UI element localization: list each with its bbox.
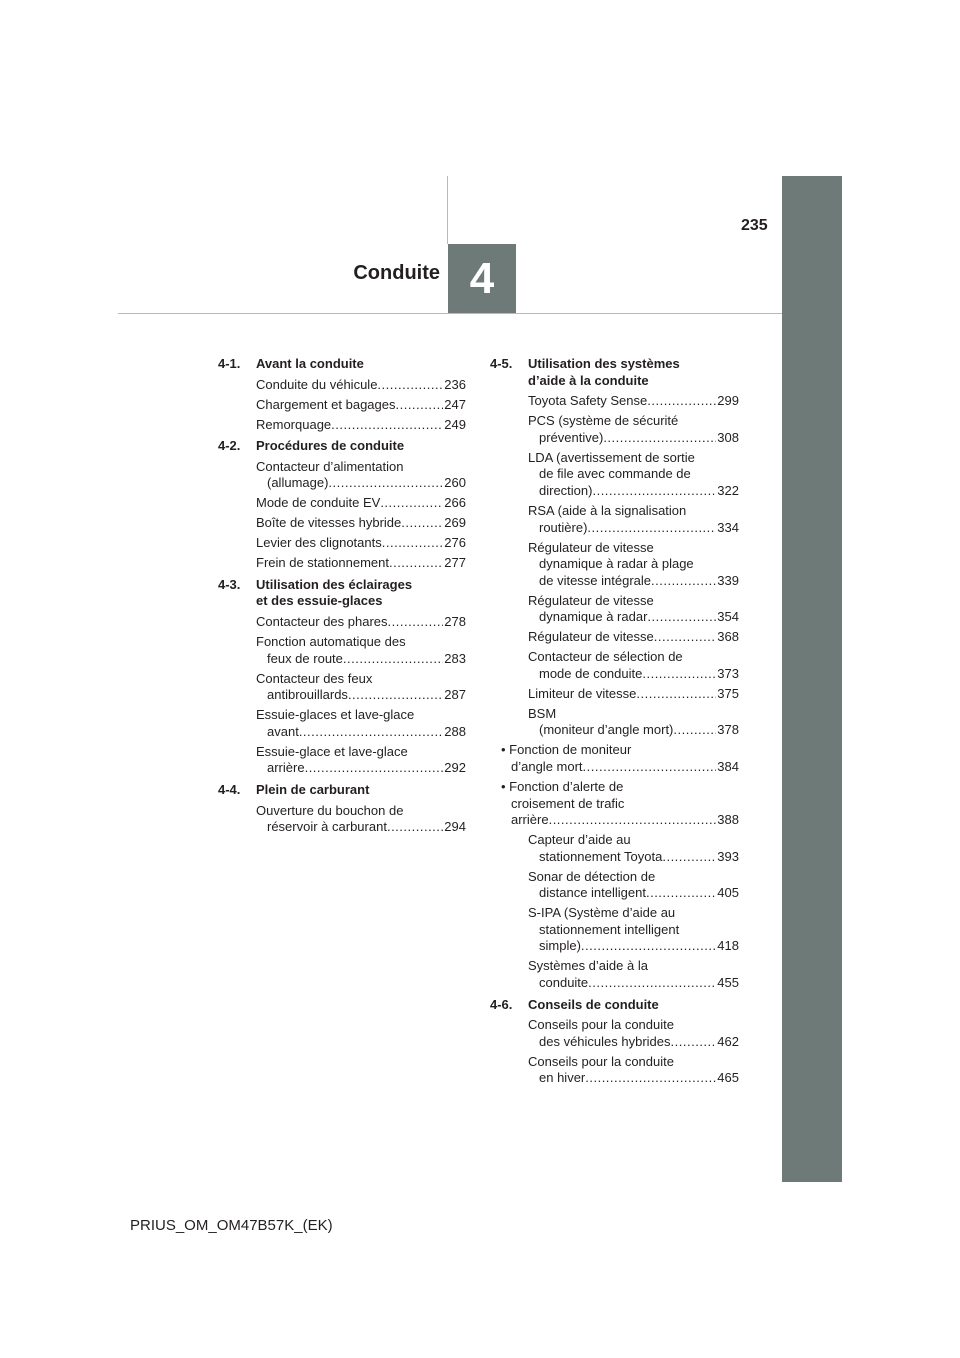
toc-entry-page: 236	[444, 376, 466, 392]
toc-leader-dots	[673, 722, 716, 739]
toc-section-number: 4-5.	[490, 356, 513, 371]
toc-entry-last-line	[539, 1034, 739, 1051]
toc-entry-label: Remorquage	[256, 416, 332, 432]
toc-entry-line: RSA (aide à la signalisation	[528, 502, 687, 518]
toc-entry	[256, 459, 466, 492]
toc-entry-page: 334	[717, 519, 739, 535]
toc-leader-dots	[377, 377, 443, 394]
toc-entry-label: mode de conduite	[539, 665, 643, 681]
toc-entry-label: feux de route	[267, 650, 343, 666]
toc-leader-dots	[592, 483, 716, 500]
toc-section	[218, 356, 466, 433]
toc-section	[218, 577, 466, 777]
toc-section	[218, 438, 466, 572]
toc-entry-label: des véhicules hybrides	[539, 1033, 671, 1049]
toc-entry-page: 278	[444, 614, 466, 630]
toc-entry-label: Levier des clignotants	[256, 535, 382, 551]
toc-section-heading	[218, 782, 466, 799]
toc-entry-page: 393	[717, 848, 739, 864]
toc-entry-page: 462	[717, 1033, 739, 1049]
toc-leader-dots	[647, 393, 716, 410]
toc-entry-text	[501, 779, 739, 829]
toc-entry-page: 249	[444, 416, 466, 432]
toc-entry	[256, 707, 466, 740]
toc-leader-dots	[646, 885, 716, 902]
toc-entry	[528, 832, 739, 865]
toc-entry-last-line	[256, 377, 466, 394]
toc-entry-last-line	[256, 535, 466, 552]
toc-leader-dots	[328, 475, 443, 492]
toc-section-heading	[490, 997, 739, 1014]
toc-entry-line: Systèmes d’aide à la	[528, 958, 648, 974]
toc-section-title-line: Utilisation des éclairages	[256, 576, 413, 592]
toc-leader-dots	[585, 1070, 716, 1087]
toc-entry-last-line	[528, 629, 739, 646]
toc-entry	[256, 555, 466, 572]
toc-entry-label: Mode de conduite EV	[256, 495, 381, 511]
toc-entry-label: arrière	[267, 760, 305, 776]
toc-entry-text	[256, 707, 466, 740]
toc-entry-last-line	[267, 651, 466, 668]
toc-leader-dots	[389, 555, 443, 572]
toc-entry-text	[256, 555, 466, 572]
toc-entry-label: Toyota Safety Sense	[528, 393, 648, 409]
toc-entry-last-line	[539, 975, 739, 992]
toc-entry-last-line	[539, 938, 739, 955]
toc-entry	[528, 905, 739, 955]
toc-entry-label: en hiver	[539, 1070, 586, 1086]
toc-entry-text	[256, 377, 466, 394]
toc-section-heading	[218, 438, 466, 455]
toc-leader-dots	[382, 535, 444, 552]
document-footer: PRIUS_OM_OM47B57K_(EK)	[130, 1217, 333, 1234]
toc-entry	[528, 649, 739, 682]
toc-section-title	[256, 782, 466, 799]
toc-entry-label: conduite	[539, 975, 589, 991]
toc-entry	[528, 593, 739, 626]
toc-section-title-line: Conseils de conduite	[528, 996, 659, 1012]
toc-subentry	[501, 742, 739, 775]
toc-entry-text	[256, 417, 466, 434]
toc-subentry	[501, 779, 739, 829]
toc-entry-last-line	[539, 430, 739, 447]
toc-entry-line: S-IPA (Système d’aide au	[528, 905, 676, 921]
toc-entry-page: 465	[717, 1070, 739, 1086]
toc-entry	[256, 634, 466, 667]
toc-section	[490, 997, 739, 1087]
toc-leader-dots	[387, 819, 443, 836]
toc-entry-last-line	[539, 722, 739, 739]
toc-entry	[528, 503, 739, 536]
toc-entry-last-line	[256, 515, 466, 532]
toc-entry-page: 373	[717, 665, 739, 681]
toc-entry-page: 292	[444, 760, 466, 776]
toc-entry	[256, 495, 466, 512]
toc-entry-line: Sonar de détection de	[528, 868, 656, 884]
toc-entry	[528, 393, 739, 410]
toc-leader-dots	[662, 849, 716, 866]
toc-entry-page: 294	[444, 819, 466, 835]
toc-entry-page: 384	[717, 758, 739, 774]
toc-leader-dots	[343, 651, 443, 668]
toc-entry-text	[256, 671, 466, 704]
toc-entry-label: dynamique à radar	[539, 609, 648, 625]
toc-leader-dots	[671, 1034, 717, 1051]
toc-entry-last-line	[267, 760, 466, 777]
toc-entry-text	[256, 515, 466, 532]
toc-entry-line: Capteur d’aide au	[528, 832, 631, 848]
toc-leader-dots	[305, 760, 444, 777]
toc-entry-line: Ouverture du bouchon de	[256, 802, 404, 818]
toc-leader-dots	[395, 397, 443, 414]
toc-entry	[256, 515, 466, 532]
page-number: 235	[741, 217, 768, 234]
toc-leader-dots	[299, 724, 443, 741]
toc-entry-page: 378	[717, 722, 739, 738]
toc-leader-dots	[603, 430, 716, 447]
toc-entry-label: avant	[267, 723, 299, 739]
toc-entry-label: stationnement Toyota	[539, 848, 663, 864]
chapter-side-tab	[782, 176, 842, 1182]
toc-section	[490, 356, 739, 992]
toc-entry-text	[528, 832, 739, 865]
toc-entry-label: arrière	[511, 812, 549, 828]
toc-entry-page: 269	[444, 515, 466, 531]
toc-entry-last-line	[528, 393, 739, 410]
toc-entry-label: direction)	[539, 482, 593, 498]
toc-entry-label: (moniteur d’angle mort)	[539, 722, 674, 738]
toc-entry-last-line	[267, 724, 466, 741]
toc-entry	[256, 535, 466, 552]
toc-section-title	[256, 356, 466, 373]
toc-entry-text	[256, 744, 466, 777]
toc-entry-last-line	[256, 495, 466, 512]
toc-entry-line: • Fonction d’alerte de	[501, 778, 624, 794]
toc-entry-line: LDA (avertissement de sortie	[528, 449, 695, 465]
toc-section-title	[528, 997, 739, 1014]
toc-entry-line: de file avec commande de	[539, 466, 691, 482]
toc-entry-page: 276	[444, 535, 466, 551]
toc-entry	[528, 686, 739, 703]
toc-section-heading	[490, 356, 739, 389]
toc-entry-page: 299	[717, 393, 739, 409]
toc-entry-line: Essuie-glace et lave-glace	[256, 743, 408, 759]
toc-entry-page: 288	[444, 723, 466, 739]
toc-section-title	[256, 577, 466, 610]
toc-entry	[528, 540, 739, 590]
toc-entry-text	[528, 413, 739, 446]
toc-entry-text	[528, 393, 739, 410]
toc-entry-page: 354	[717, 609, 739, 625]
toc-entry	[256, 397, 466, 414]
toc-entry-page: 339	[717, 572, 739, 588]
toc-entry-line: PCS (système de sécurité	[528, 413, 679, 429]
toc-entry-last-line	[511, 759, 739, 776]
toc-entry-page: 247	[444, 396, 466, 412]
toc-entry-line: • Fonction de moniteur	[501, 742, 632, 758]
toc-entry-page: 368	[717, 629, 739, 645]
toc-entry-last-line	[539, 520, 739, 537]
toc-entry	[528, 413, 739, 446]
toc-leader-dots	[331, 417, 443, 434]
toc-section-title-line: d’aide à la conduite	[528, 372, 649, 388]
toc-entry-text	[256, 397, 466, 414]
toc-leader-dots	[348, 687, 443, 704]
toc-entry-line: Régulateur de vitesse	[528, 539, 654, 555]
toc-entry-last-line	[267, 819, 466, 836]
toc-entry-page: 308	[717, 429, 739, 445]
toc-entry-text	[256, 459, 466, 492]
toc-section-title-line: Procédures de conduite	[256, 438, 405, 454]
toc-entry-last-line	[528, 686, 739, 703]
toc-section-heading	[218, 577, 466, 610]
toc-entry-label: simple)	[539, 938, 581, 954]
toc-entry-label: antibrouillards	[267, 687, 348, 703]
toc-entry-line: Conseils pour la conduite	[528, 1017, 674, 1033]
toc-entry-line: stationnement intelligent	[539, 921, 680, 937]
toc-section-title-line: Avant la conduite	[256, 356, 364, 371]
toc-entry-label: réservoir à carburant	[267, 819, 387, 835]
toc-entry-text	[528, 958, 739, 991]
toc-entry-page: 375	[717, 685, 739, 701]
toc-entry-page: 277	[444, 555, 466, 571]
toc-leader-dots	[647, 609, 716, 626]
toc-column-left	[218, 356, 466, 841]
toc-entry-last-line	[256, 614, 466, 631]
toc-entry-label: distance intelligent	[539, 885, 646, 901]
toc-entry-last-line	[539, 483, 739, 500]
toc-section-heading	[218, 356, 466, 373]
toc-entry-text	[256, 535, 466, 552]
toc-entry-last-line	[256, 397, 466, 414]
toc-entry	[528, 958, 739, 991]
header-divider-horizontal	[118, 313, 782, 314]
toc-entry-line: BSM	[528, 705, 557, 721]
toc-entry-text	[256, 614, 466, 631]
toc-entry-label: Conduite du véhicule	[256, 376, 378, 392]
toc-column-right	[490, 356, 739, 1092]
toc-section-title-line: Plein de carburant	[256, 781, 370, 797]
toc-entry-page: 322	[717, 482, 739, 498]
toc-entry-text	[528, 706, 739, 739]
toc-entry	[528, 1017, 739, 1050]
toc-entry-last-line	[511, 812, 739, 829]
toc-entry-line: croisement de trafic	[511, 795, 625, 811]
toc-entry-text	[528, 905, 739, 955]
toc-entry-last-line	[539, 849, 739, 866]
toc-entry-line: Contacteur d’alimentation	[256, 458, 404, 474]
toc-section-number: 4-4.	[218, 781, 241, 797]
toc-entry-text	[501, 742, 739, 775]
toc-entry	[528, 629, 739, 646]
toc-entry-page: 418	[717, 938, 739, 954]
toc-entry-label: Frein de stationnement	[256, 555, 389, 571]
toc-entry-label: de vitesse intégrale	[539, 572, 652, 588]
toc-entry	[256, 671, 466, 704]
toc-entry-text	[528, 450, 739, 500]
toc-leader-dots	[581, 938, 716, 955]
toc-leader-dots	[654, 629, 717, 646]
toc-entry-last-line	[267, 475, 466, 492]
toc-entry-page: 283	[444, 650, 466, 666]
toc-entry-label: d’angle mort	[511, 758, 583, 774]
toc-entry-last-line	[267, 687, 466, 704]
toc-section-number: 4-1.	[218, 356, 241, 371]
toc-entry-text	[528, 503, 739, 536]
toc-entry-label: routière)	[539, 519, 588, 535]
toc-entry-last-line	[256, 555, 466, 572]
toc-entry	[528, 869, 739, 902]
chapter-title: Conduite	[353, 262, 440, 284]
toc-section-title	[528, 356, 739, 389]
toc-entry-line: Conseils pour la conduite	[528, 1053, 674, 1069]
toc-entry-text	[528, 629, 739, 646]
toc-entry-line: Régulateur de vitesse	[528, 592, 654, 608]
toc-section-title-line: et des essuie-glaces	[256, 593, 383, 609]
toc-entry-line: Contacteur de sélection de	[528, 649, 683, 665]
toc-entry-label: Limiteur de vitesse	[528, 685, 637, 701]
toc-entry-page: 287	[444, 687, 466, 703]
toc-entry-text	[528, 1054, 739, 1087]
toc-section-number: 4-2.	[218, 438, 241, 454]
header-divider-vertical	[447, 176, 448, 244]
toc-entry-last-line	[539, 609, 739, 626]
toc-entry-line: Essuie-glaces et lave-glace	[256, 707, 415, 723]
toc-section-number: 4-3.	[218, 576, 241, 592]
toc-entry-line: Fonction automatique des	[256, 634, 406, 650]
toc-entry-line: Contacteur des feux	[256, 670, 373, 686]
toc-entry	[256, 803, 466, 836]
toc-entry	[256, 614, 466, 631]
toc-leader-dots	[549, 812, 717, 829]
toc-entry-label: Contacteur des phares	[256, 614, 388, 630]
toc-entry	[256, 377, 466, 394]
toc-entry-page: 388	[717, 812, 739, 828]
toc-entry-text	[528, 593, 739, 626]
toc-leader-dots	[401, 515, 443, 532]
toc-leader-dots	[636, 686, 716, 703]
chapter-number: 4	[448, 244, 516, 313]
toc-section	[218, 782, 466, 836]
toc-leader-dots	[651, 573, 716, 590]
toc-section-title-line: Utilisation des systèmes	[528, 356, 680, 371]
toc-entry	[256, 417, 466, 434]
toc-entry	[528, 1054, 739, 1087]
toc-entry-page: 455	[717, 975, 739, 991]
toc-entry-label: Régulateur de vitesse	[528, 629, 654, 645]
toc-entry-line: dynamique à radar à plage	[539, 556, 694, 572]
toc-leader-dots	[380, 495, 443, 512]
toc-entry-page: 260	[444, 475, 466, 491]
toc-entry-page: 405	[717, 885, 739, 901]
toc-leader-dots	[587, 520, 716, 537]
toc-entry-last-line	[539, 885, 739, 902]
toc-entry-text	[528, 869, 739, 902]
toc-entry-text	[256, 634, 466, 667]
toc-entry-label: Chargement et bagages	[256, 396, 396, 412]
toc-section-number: 4-6.	[490, 996, 513, 1012]
toc-leader-dots	[588, 975, 716, 992]
toc-entry-last-line	[539, 1070, 739, 1087]
toc-entry-text	[528, 686, 739, 703]
toc-entry-text	[528, 649, 739, 682]
toc-entry-text	[256, 495, 466, 512]
toc-entry-text	[528, 540, 739, 590]
toc-entry-last-line	[539, 573, 739, 590]
toc-entry	[528, 706, 739, 739]
toc-entry-text	[256, 803, 466, 836]
toc-entry-label: préventive)	[539, 429, 604, 445]
toc-entry-page: 266	[444, 495, 466, 511]
toc-entry	[256, 744, 466, 777]
toc-leader-dots	[583, 759, 717, 776]
toc-leader-dots	[388, 614, 444, 631]
toc-entry-label: Boîte de vitesses hybride	[256, 515, 402, 531]
toc-leader-dots	[642, 666, 716, 683]
toc-entry-last-line	[256, 417, 466, 434]
toc-section-title	[256, 438, 466, 455]
toc-entry-label: (allumage)	[267, 475, 329, 491]
toc-entry-text	[528, 1017, 739, 1050]
toc-entry-last-line	[539, 666, 739, 683]
toc-entry	[528, 450, 739, 500]
